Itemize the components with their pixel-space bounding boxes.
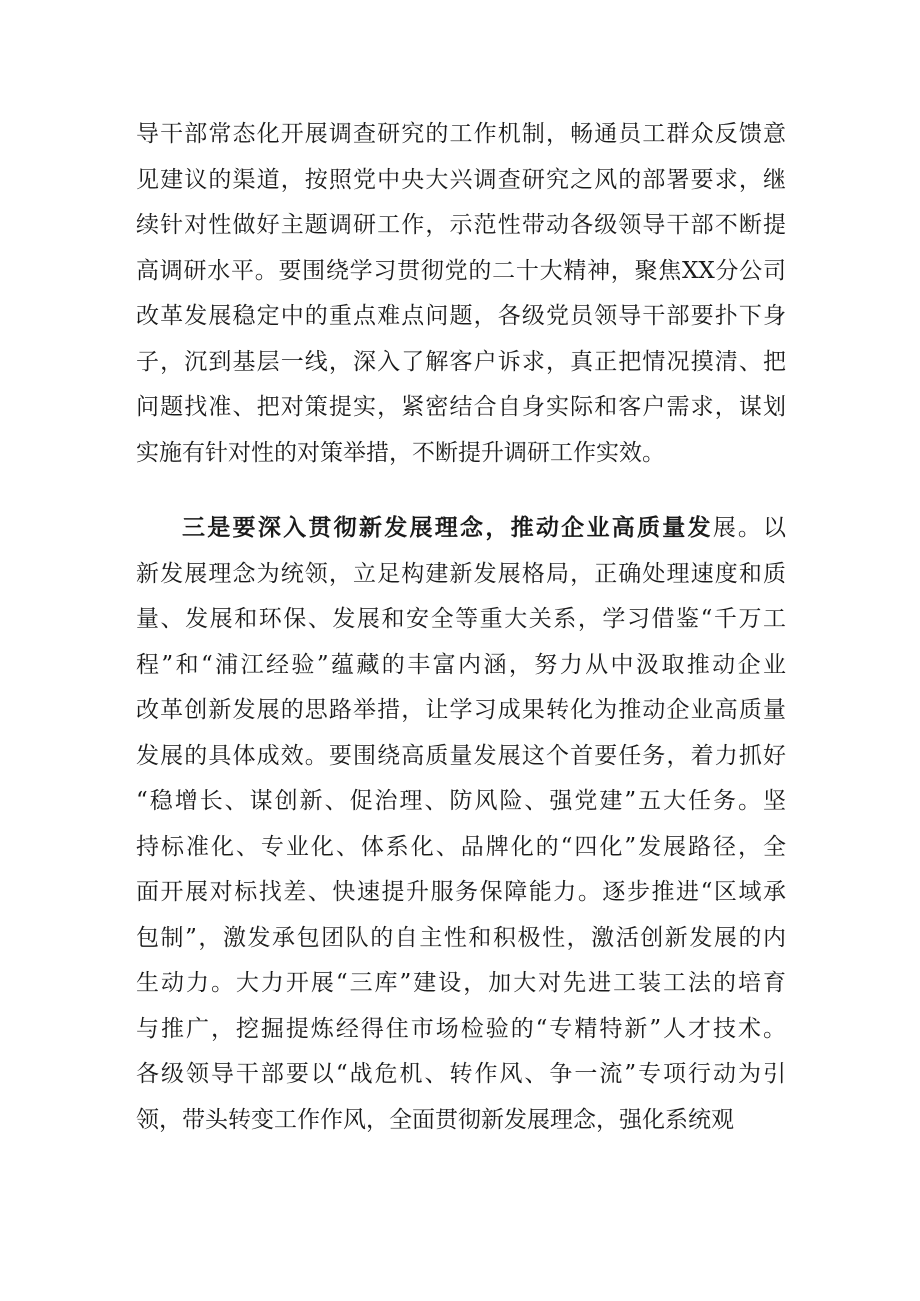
paragraph-1 — [136, 112, 786, 476]
document-body — [136, 112, 786, 1143]
paragraph-line: 持标准化、专业化、体系化、品牌化的“四化”发展路径，全 — [136, 833, 786, 860]
paragraph-line: 生动力。大力开展“三库”建设，加大对先进工装工法的培育 — [136, 970, 786, 996]
paragraph-line: 面开展对标找差、快速提升服务保障能力。逐步推进“区域承 — [136, 879, 786, 905]
paragraph-line: 各级领导干部要以“战危机、转作风、争一流”专项行动为引 — [136, 1061, 786, 1087]
paragraph-line: “稳增长、谋创新、促治理、防风险、强党建”五大任务。坚 — [136, 788, 786, 814]
paragraph-line: 程”和“浦江经验”蕴藏的丰富内涵，努力从中汲取推动企业 — [136, 651, 786, 678]
paragraph-line: 问题找准、把对策提实，紧密结合自身实际和客户需求，谋划 — [136, 394, 786, 420]
paragraph-line: 改革发展稳定中的重点难点问题，各级党员领导干部要扑下身 — [136, 303, 786, 329]
paragraph-line: 高调研水平。要围绕学习贯彻党的二十大精神，聚焦XX分公司 — [136, 257, 786, 284]
paragraph-line: 见建议的渠道，按照党中央大兴调查研究之风的部署要求，继 — [136, 166, 786, 193]
paragraph-line: 改革创新发展的思路举措，让学习成果转化为推动企业高质量 — [136, 697, 786, 723]
paragraph-line: 实施有针对性的对策举措，不断提升调研工作实效。 — [136, 439, 665, 466]
paragraph-heading-line — [136, 506, 786, 552]
paragraph-line: 与推广，挖掘提炼经得住市场检验的“专精特新”人才技术。 — [136, 1015, 786, 1042]
paragraph-line: 量、发展和环保、发展和安全等重大关系，学习借鉴“千万工 — [136, 606, 786, 632]
paragraph-line: 包制”，激发承包团队的自主性和积极性，激活创新发展的内 — [136, 924, 786, 951]
paragraph-line: 领，带头转变工作作风，全面贯彻新发展理念，强化系统观 — [136, 1106, 734, 1133]
paragraph-line: 续针对性做好主题调研工作，示范性带动各级领导干部不断提 — [136, 212, 786, 238]
paragraph-line: 新发展理念为统领，立足构建新发展格局，正确处理速度和质 — [136, 560, 786, 587]
paragraph-line: 导干部常态化开展调查研究的工作机制，畅通员工群众反馈意 — [136, 121, 786, 147]
section-heading-tail: 展。以 — [712, 515, 786, 541]
paragraph-line: 子，沉到基层一线，深入了解客户诉求，真正把情况摸清、把 — [136, 348, 786, 375]
paragraph-line: 发展的具体成效。要围绕高质量发展这个首要任务，着力抓好 — [136, 742, 786, 769]
section-heading: 三是要深入贯彻新发展理念，推动企业高质量发 — [182, 515, 713, 541]
paragraph-spacer — [136, 476, 786, 506]
paragraph-2 — [136, 506, 786, 1143]
